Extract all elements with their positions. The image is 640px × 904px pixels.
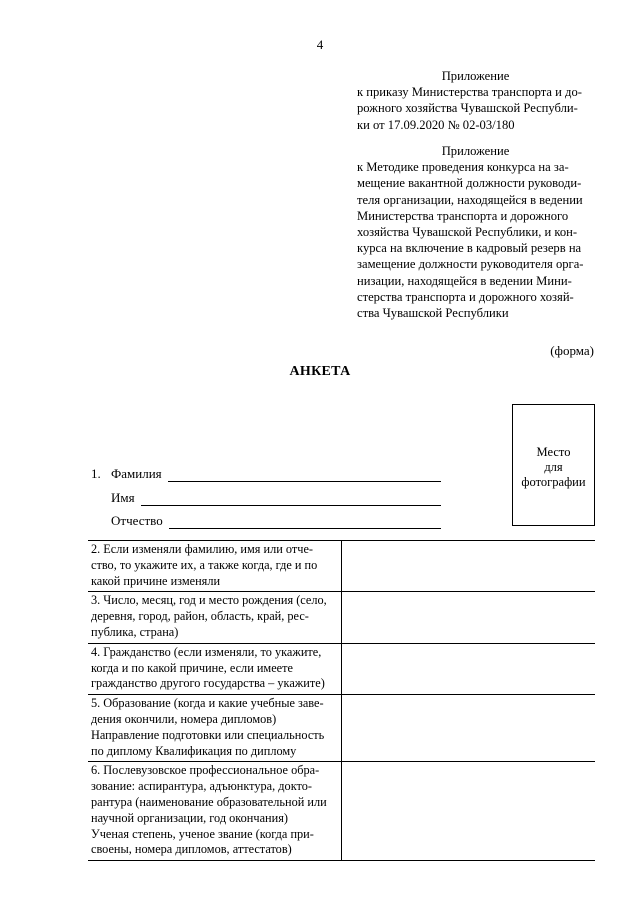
question-line: 2. Если изменяли фамилию, имя или отче- [91, 542, 313, 556]
question-line: 3. Число, месяц, год и место рождения (село, [91, 593, 327, 608]
appendix-title: Приложение [441, 69, 510, 83]
question-line: дения окончили, номера дипломов) [91, 711, 277, 726]
question-line: научной организации, год окончания) [91, 810, 288, 825]
document-title: АНКЕТА [289, 364, 351, 379]
question-line: когда и по какой причине, если имеете [91, 660, 293, 675]
question-line: публика, страна) [91, 624, 179, 639]
appendix-line: ки от 17.09.2020 № 02-03/180 [357, 117, 515, 132]
appendix-line: Министерства транспорта и дорожного [357, 208, 569, 223]
table-row [88, 592, 595, 643]
question-line: по диплому Квалификация по диплому [91, 743, 297, 758]
question-line: Направление подготовки или специальность [91, 727, 325, 742]
question-cell [88, 695, 341, 762]
answer-cell[interactable] [341, 643, 595, 694]
questionnaire-table [88, 540, 595, 861]
table-row [88, 541, 595, 592]
table-row [88, 695, 595, 762]
answer-cell[interactable] [341, 762, 595, 861]
question-line: Ученая степень, ученое звание (когда при- [91, 826, 314, 841]
question-line: своены, номера дипломов, аттестатов) [91, 842, 292, 857]
appendix-body [357, 159, 594, 321]
surname-row [91, 466, 441, 482]
photo-placeholder-line: Место [536, 445, 571, 459]
appendix-title: Приложение [441, 144, 510, 158]
question-line: деревня, город, район, область, край, рес- [91, 609, 309, 624]
surname-label: Фамилия [111, 466, 162, 481]
question-cell [88, 762, 341, 861]
appendix-line: низации, находящейся в ведении Мини- [357, 273, 572, 288]
question-line: 4. Гражданство (если изменяли, то укажите, [91, 644, 322, 659]
appendix-line: стерства транспорта и дорожного хозяй- [357, 289, 574, 304]
appendix-body [357, 84, 594, 133]
appendix-line: к Методике проведения конкурса на за- [357, 160, 569, 175]
name-field[interactable] [141, 491, 441, 506]
appendix-line: к приказу Министерства транспорта и до- [357, 85, 582, 100]
appendix-line: хозяйства Чувашской Республики, и кон- [357, 225, 578, 240]
answer-cell[interactable] [341, 592, 595, 643]
photo-placeholder-line: фотографии [521, 475, 586, 489]
appendix-note-order [357, 68, 594, 133]
appendix-line: ства Чувашской Республики [357, 306, 509, 321]
field-number: 1. [91, 466, 101, 481]
appendix-line: теля организации, находящейся в ведении [357, 192, 583, 207]
page-number: 4 [316, 37, 324, 52]
appendix-line: рожного хозяйства Чувашской Республи- [357, 101, 578, 116]
appendix-line: курса на включение в кадровый резерв на [357, 241, 582, 256]
question-cell [88, 541, 341, 592]
question-line: 6. Послевузовское профессиональное обра- [91, 763, 320, 778]
photo-placeholder-line: для [544, 460, 563, 474]
appendix-line: замещение должности руководителя орга- [357, 257, 584, 272]
question-line: гражданство другого государства – укажите) [91, 676, 325, 691]
question-line: 5. Образование (когда и какие учебные заве- [91, 696, 324, 711]
table-row [88, 762, 595, 861]
name-label: Имя [111, 490, 135, 505]
surname-field[interactable] [168, 467, 441, 482]
name-row [111, 490, 441, 506]
question-line: зование: аспирантура, адъюнктура, докто- [91, 779, 312, 794]
question-line: ство, то укажите их, а также когда, где и по [91, 557, 318, 572]
question-cell [88, 592, 341, 643]
form-mark: (форма) [550, 343, 594, 358]
patronymic-label: Отчество [111, 513, 163, 528]
question-line: какой причине изменяли [91, 573, 221, 588]
answer-cell[interactable] [341, 695, 595, 762]
appendix-note-methodology [357, 143, 594, 321]
photo-placeholder [512, 404, 595, 526]
patronymic-row [111, 513, 441, 529]
appendix-line: мещение вакантной должности руководи- [357, 176, 582, 191]
patronymic-field[interactable] [169, 514, 441, 529]
answer-cell[interactable] [341, 541, 595, 592]
question-line: рантура (наименование образовательной или [91, 794, 327, 809]
table-row [88, 643, 595, 694]
question-cell [88, 643, 341, 694]
